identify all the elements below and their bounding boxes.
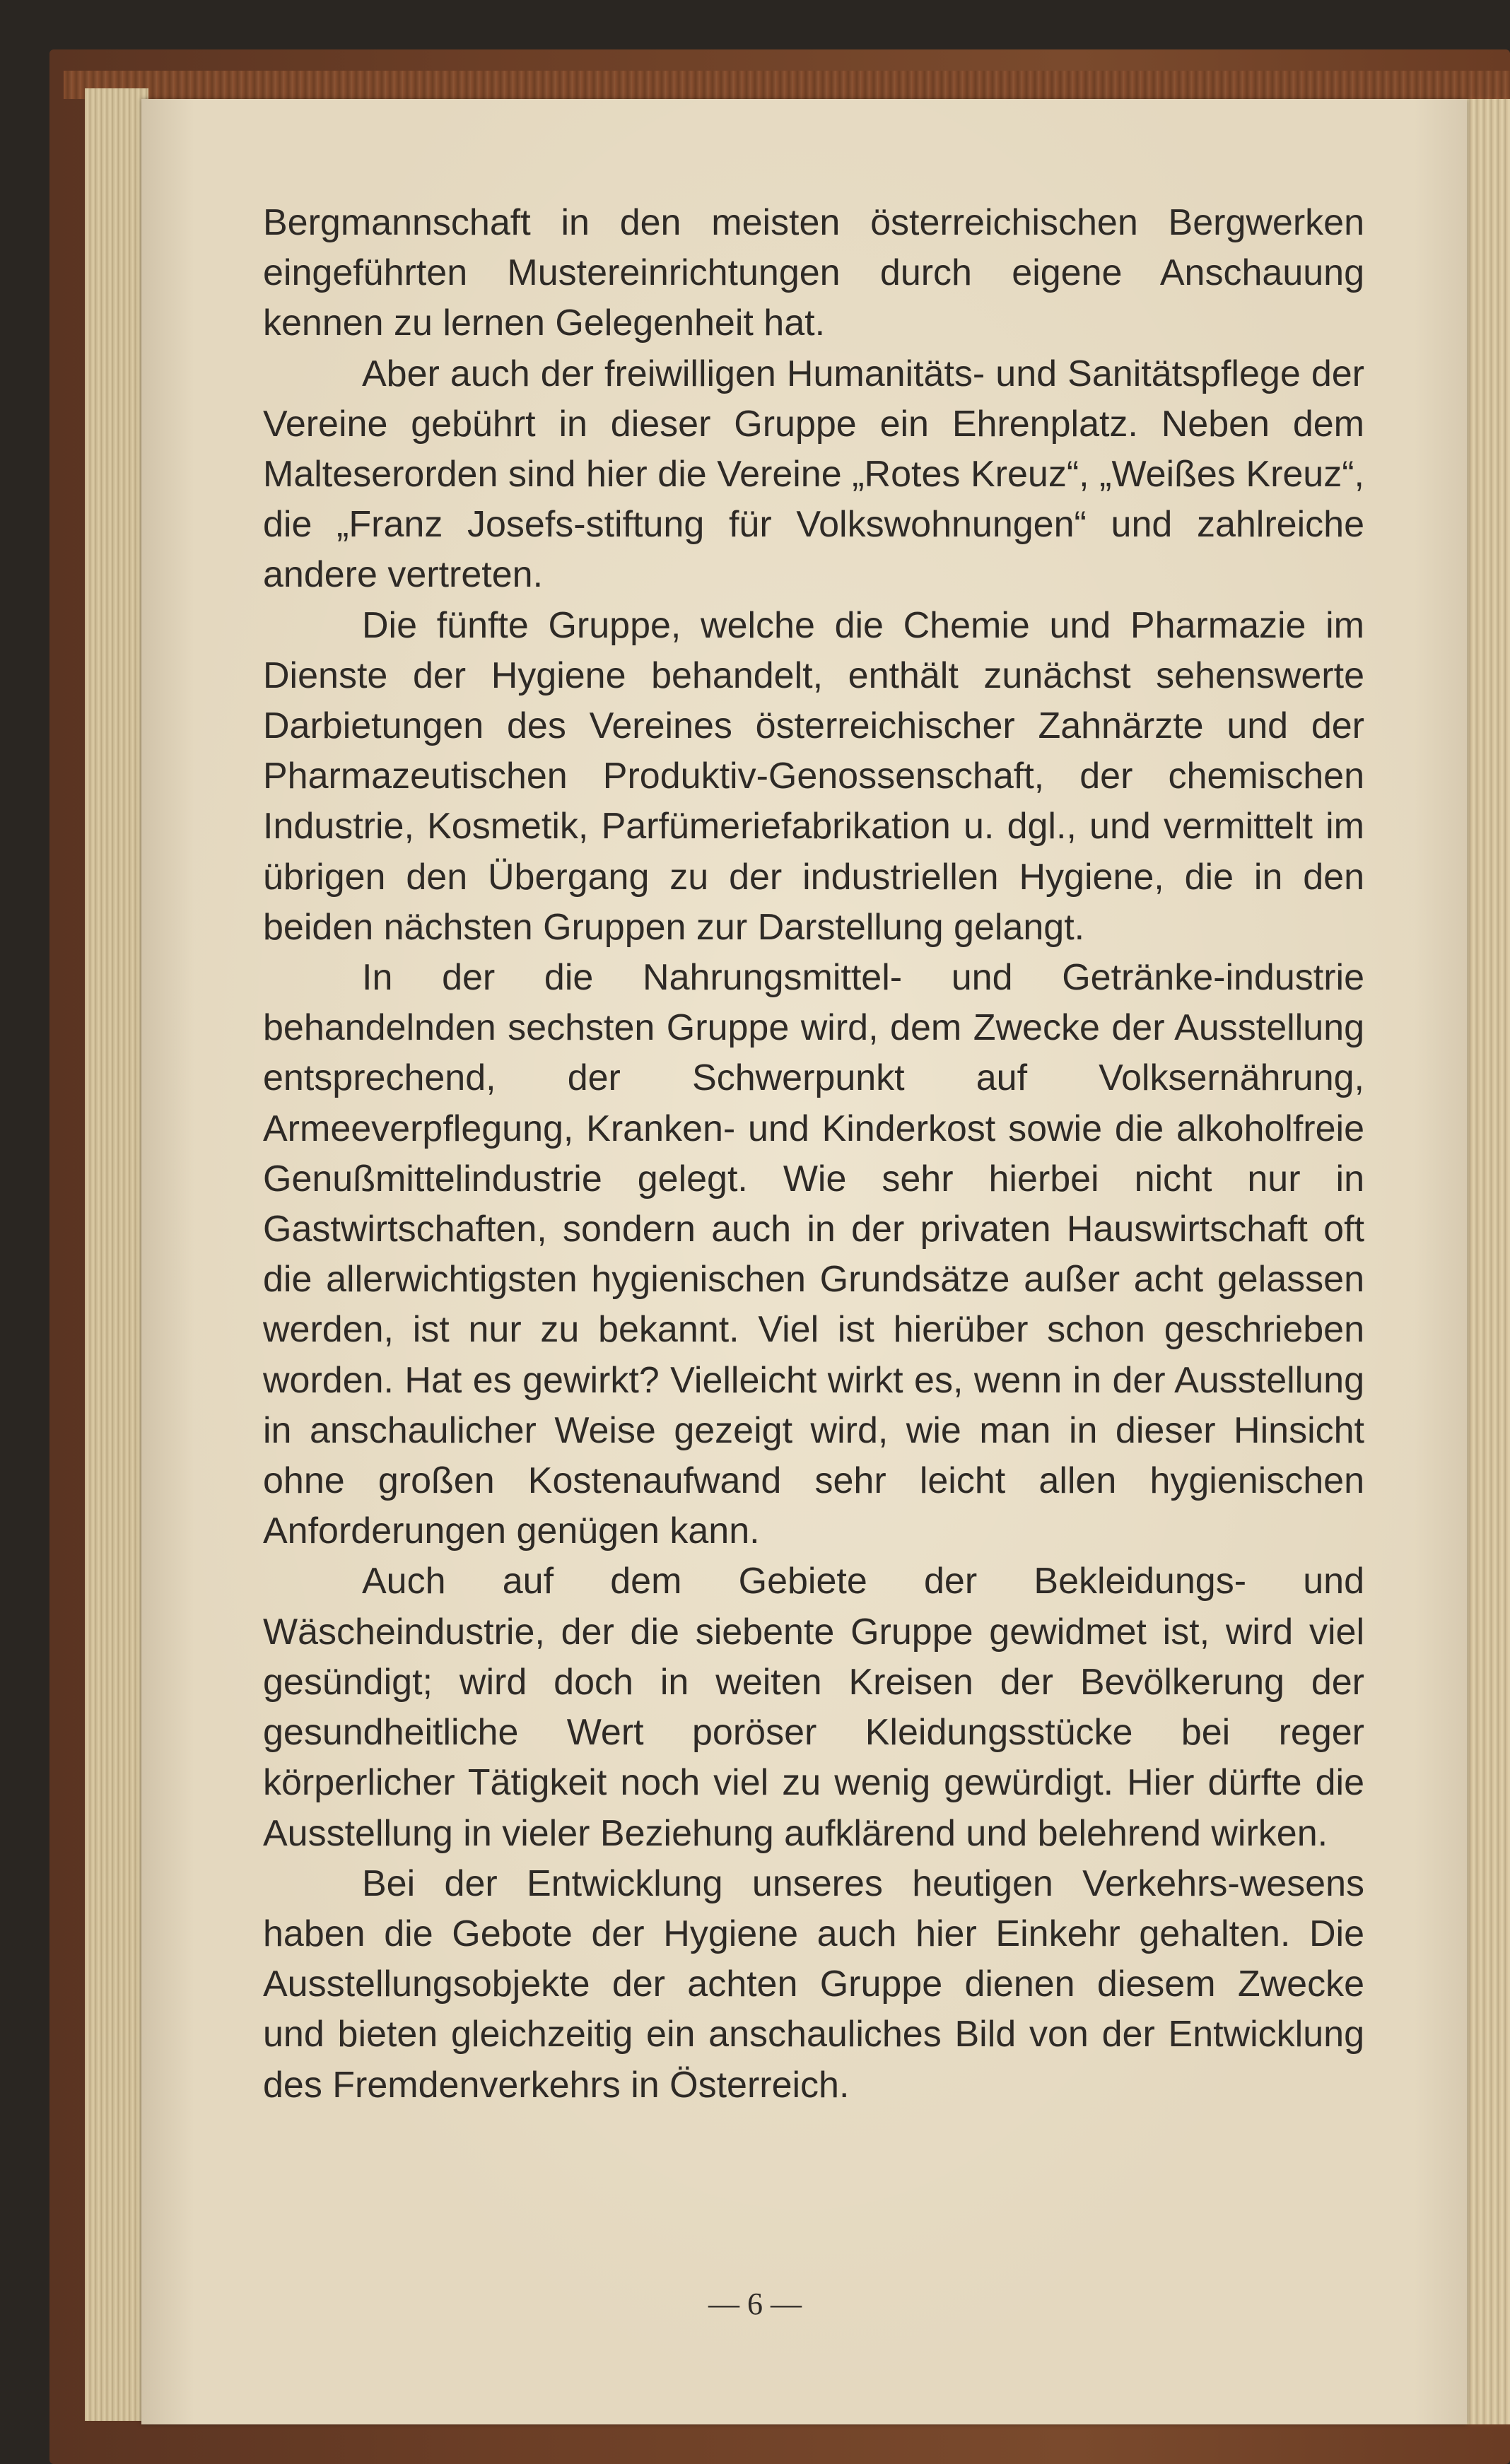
- paragraph-5: Auch auf dem Gebiete der Bekleidungs- und Wäscheindustrie, der die siebente Gruppe gewidmet ist, wird viel gesündigt; wird doch in weiten Kreisen der Bevölkerung der gesundheitliche Wert poröser Kleidungsstücke bei reger körperlicher Tätigkeit noch viel zu wenig gewürdigt. Hier dürfte die Ausstellung in vieler Beziehung aufklärend und belehrend wirken.: [263, 1561, 1364, 1854]
- paragraph-6: Bei der Entwicklung unseres heutigen Verkehrs-wesens haben die Gebote der Hygiene auch hier Einkehr gehalten. Die Ausstellungsobjekte der achten Gruppe dienen diesem Zwecke und bieten gleichzeitig ein anschauliches Bild von der Entwicklung des Fremdenverkehrs in Österreich.: [263, 1862, 1364, 2106]
- page-stack-left: [85, 88, 148, 2421]
- paragraph-1: Bergmannschaft in den meisten österreichischen Bergwerken eingeführten Mustereinrichtungen durch eigene Anschauung kennen zu lernen Gelegenheit hat.: [263, 202, 1364, 344]
- book-binding-edge: [64, 71, 1510, 99]
- paragraph-2: Aber auch der freiwilligen Humanitäts- und Sanitätspflege der Vereine gebührt in dieser Gruppe ein Ehrenplatz. Neben dem Malteserorden sind hier die Vereine „Rotes Kreuz“, „Weißes Kreuz“, die „Franz Josefs-stiftung für Volkswohnungen“ und zahlreiche andere vertreten.: [263, 353, 1364, 596]
- paragraph-4: In der die Nahrungsmittel- und Getränke-industrie behandelnden sechsten Gruppe wird, dem Zwecke der Ausstellung entsprechend, der Schwerpunkt auf Volksernährung, Armeeverpflegung, Kranken- und Kinderkost sowie die alkoholfreie Genußmittelindustrie gelegt. Wie sehr hierbei nicht nur in Gastwirtschaften, sondern auch in der privaten Hauswirtschaft oft die allerwichtigsten hygienischen Grundsätze außer acht gelassen werden, ist nur zu bekannt. Viel ist hierüber schon geschrieben worden. Hat es gewirkt? Vielleicht wirkt es, wenn in der Ausstellung in anschaulicher Weise gezeigt wird, wie man in dieser Hinsicht ohne großen Kostenaufwand sehr leicht allen hygienischen Anforderungen genügen kann.: [263, 957, 1364, 1552]
- page-text: [263, 198, 1364, 2111]
- page-number: — 6 —: [708, 2287, 802, 2321]
- paragraph-3: Die fünfte Gruppe, welche die Chemie und Pharmazie im Dienste der Hygiene behandelt, enthält zunächst sehenswerte Darbietungen des Vereines österreichischer Zahnärzte und der Pharmazeutischen Produktiv-Genossenschaft, der chemischen Industrie, Kosmetik, Parfümeriefabrikation u. dgl., und vermittelt im übrigen den Übergang zu der industriellen Hygiene, die in den beiden nächsten Gruppen zur Darstellung gelangt.: [263, 604, 1364, 948]
- page-stack-right: [1463, 99, 1510, 2424]
